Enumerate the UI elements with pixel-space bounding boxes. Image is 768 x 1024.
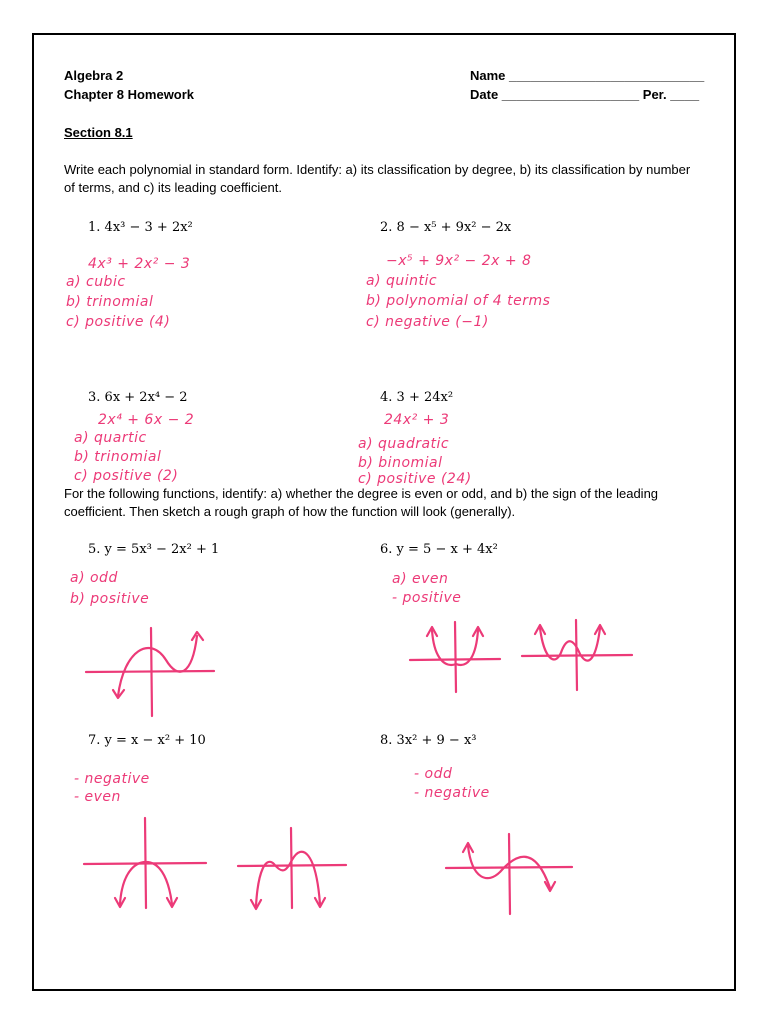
y-axis-line [151, 628, 152, 716]
y-axis-line [576, 620, 577, 690]
problem-7-answer-1: - negative [74, 771, 150, 787]
problem-2-answer-a: a) quintic [366, 273, 438, 289]
expression: 3 + 24x² [396, 390, 454, 405]
problem-4-answer-b: b) binomial [358, 455, 443, 471]
x-axis-line [86, 671, 214, 672]
curve-line [118, 636, 197, 696]
y-axis-line [455, 622, 456, 692]
expression: 3x² + 9 − x³ [396, 733, 477, 748]
instructions-standard-form: Write each polynomial in standard form. Identify: a) its classification by degree, b) its classification by number of terms, and c) its leading coefficient. [64, 162, 691, 195]
problem-2-answer-c: c) negative (−1) [366, 314, 489, 330]
problem-1-answer-c: c) positive (4) [66, 314, 171, 330]
problem-2-standard-form: −x⁵ + 9x² − 2x + 8 [386, 253, 532, 269]
problem-number: 8. [380, 733, 393, 748]
problem-3-answer-b: b) trinomial [74, 449, 162, 465]
expression: 4x³ − 3 + 2x² [104, 220, 193, 235]
problem-2-answer-b: b) polynomial of 4 terms [366, 293, 551, 309]
y-axis-line [291, 828, 292, 908]
course-title: Algebra 2 [64, 68, 124, 83]
problem-3-answer-c: c) positive (2) [74, 468, 179, 484]
problem-8-graph-sketch [446, 834, 572, 914]
problem-number: 2. [380, 220, 393, 235]
problem-4-answer-c: c) positive (24) [358, 471, 472, 487]
curve-line [256, 852, 320, 906]
problem-4-standard-form: 24x² + 3 [384, 412, 450, 428]
problem-5-answer-a: a) odd [70, 570, 118, 586]
problem-7-graph-sketch-a [84, 818, 206, 908]
date-period-label: Date ___________________ Per. ____ [470, 87, 700, 102]
problem-6-graph-sketch-b [522, 620, 632, 690]
problem-6-answer-b: - positive [392, 590, 462, 606]
problem-1-answer-a: a) cubic [66, 274, 126, 290]
problem-1-standard-form: 4x³ + 2x² − 3 [88, 256, 191, 272]
problem-7-answer-2: - even [74, 789, 121, 805]
y-axis-line [509, 834, 510, 914]
expression: 8 − x⁵ + 9x² − 2x [396, 220, 512, 235]
expression: 6x + 2x⁴ − 2 [104, 390, 188, 405]
problem-1-answer-b: b) trinomial [66, 294, 154, 310]
chapter-title: Chapter 8 Homework [64, 87, 195, 102]
expression: y = 5 − x + 4x² [396, 542, 498, 557]
problem-5-answer-b: b) positive [70, 591, 150, 607]
expression: y = x − x² + 10 [104, 733, 206, 748]
problem-7-graph-sketch-b [238, 828, 346, 909]
problem-number: 6. [380, 542, 393, 557]
expression: y = 5x³ − 2x² + 1 [104, 542, 220, 557]
problem-8-answer-1: - odd [414, 766, 453, 782]
problem-6-answer-a: a) even [392, 571, 449, 587]
problem-number: 4. [380, 390, 393, 405]
problem-3-standard-form: 2x⁴ + 6x − 2 [98, 412, 195, 428]
problem-4-answer-a: a) quadratic [358, 436, 450, 452]
problem-number: 7. [88, 733, 101, 748]
problem-6-graph-sketch-a [410, 622, 500, 692]
problem-5-graph-sketch [86, 628, 214, 716]
section-title: Section 8.1 [64, 125, 133, 140]
problem-number: 3. [88, 390, 101, 405]
instructions-end-behavior: For the following functions, identify: a) whether the degree is even or odd, and b) the sign of the leading coefficient. Then sketch a rough graph of how the function will look (generally). [64, 486, 659, 519]
problem-number: 1. [88, 220, 101, 235]
name-field-label: Name ___________________________ [470, 68, 705, 83]
problem-number: 5. [88, 542, 101, 557]
problem-3-answer-a: a) quartic [74, 430, 147, 446]
problem-8-answer-2: - negative [414, 785, 490, 801]
